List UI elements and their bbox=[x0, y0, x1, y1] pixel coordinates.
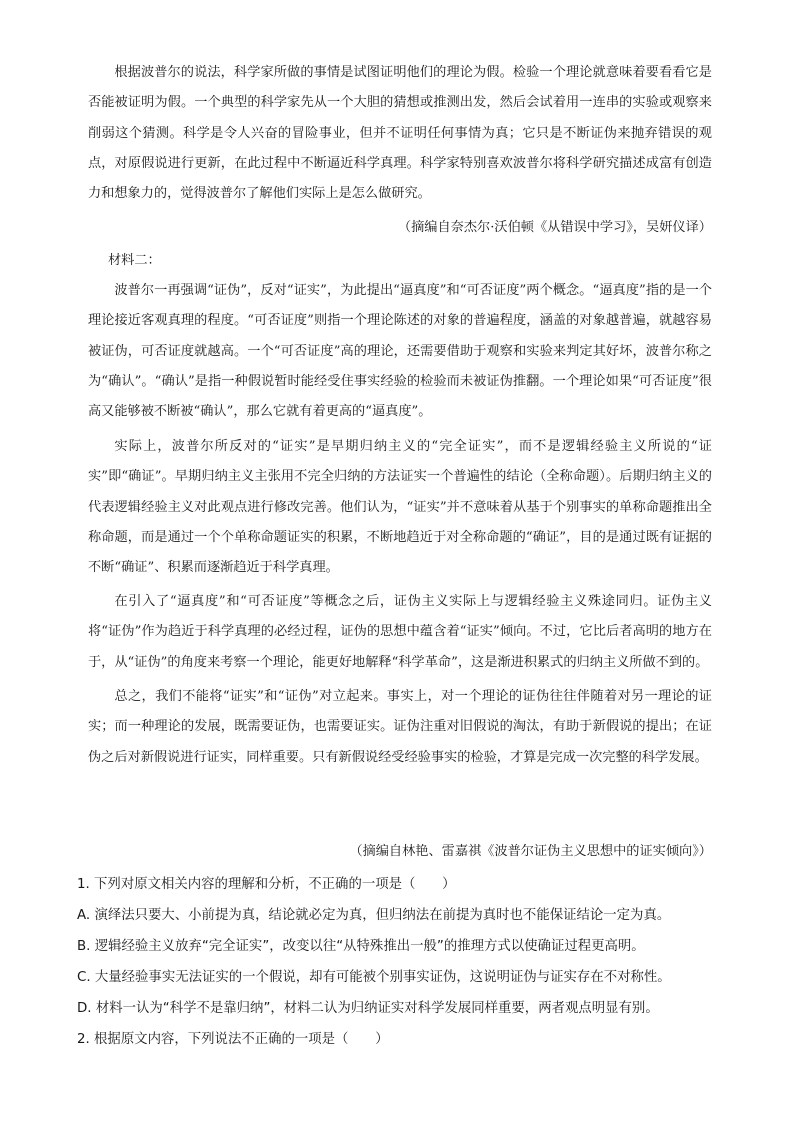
question-1-option-c: C. 大量经验事实无法证实的一个假说，却有可能被个别事实证伪，这说明证伪与证实存在不对称性。 bbox=[77, 970, 671, 985]
material1-source: （摘编自奈杰尔·沃伯顿《从错误中学习》，吴妍仪译） bbox=[397, 220, 712, 235]
material1-paragraph: 根据波普尔的说法，科学家所做的事情是试图证明他们的理论为假。检验一个理论就意味着要看看它是否能被证明为假。一个典型的科学家先从一个大胆的猜想或推测出发，然后会试着用一连串的实验或观察来削弱这个猜测。科学是令人兴奋的冒险事业，但并不证明任何事情为真；它只是不断证伪来抛弃错误的观点，对原假说进行更新，在此过程中不断逼近科学真理。科学家特别喜欢波普尔将科学研究描述成富有创造力和想象力的，觉得波普尔了解他们实际上是怎么做研究。 bbox=[88, 65, 712, 202]
question-1-stem: 1. 下列对原文相关内容的理解和分析，不正确的一项是（ ） bbox=[77, 877, 456, 892]
material2-source: （摘编自林艳、雷嘉祺《波普尔证伪主义思想中的证实倾向》） bbox=[349, 844, 712, 859]
material2-paragraph-2: 实际上，波普尔所反对的“证实”是早期归纳主义的“完全证实”，而不是逻辑经验主义所说的“证实”即“确证”。早期归纳主义主张用不完全归纳的方法证实一个普遍性的结论（全称命题）。后期归纳主义的代表逻辑经验主义对此观点进行修改完善。他们认为，“证实”并不意味着从基于个别事实的单称命题推出全称命题，而是通过一个个单称命题证实的积累，不断地趋近于对全称命题的“确证”，目的是通过既有证据的不断“确证”、积累而逐渐趋近于科学真理。 bbox=[88, 439, 712, 576]
question-1-option-a: A. 演绎法只要大、小前提为真，结论就必定为真，但归纳法在前提为真时也不能保证结论一定为真。 bbox=[77, 908, 671, 923]
material2-paragraph-4: 总之，我们不能将“证实”和“证伪”对立起来。事实上，对一个理论的证伪往往伴随着对另一理论的证实；而一种理论的发展，既需要证伪，也需要证实。证伪注重对旧假说的淘汰，有助于新假说的提出；在证伪之后对新假说进行证实，同样重要。只有新假说经受经验事实的检验，才算是完成一次完整的科学发展。 bbox=[88, 689, 712, 765]
material2-paragraph-1: 波普尔一再强调“证伪”，反对“证实”，为此提出“逼真度”和“可否证度”两个概念。“逼真度”指的是一个理论接近客观真理的程度。“可否证度”则指一个理论陈述的对象的普遍程度，涵盖的对象越普遍，就越容易被证伪，可否证度就越高。一个“可否证度”高的理论，还需要借助于观察和实验来判定其好坏，波普尔称之为“确认”。“确认”是指一种假说暂时能经受住事实经验的检验而未被证伪推翻。一个理论如果“可否证度”很高又能够被不断被“确认”，那么它就有着更高的“逼真度”。 bbox=[88, 283, 712, 420]
material2-label: 材料二： bbox=[108, 253, 161, 268]
material2-paragraph-3: 在引入了“逼真度”和“可否证度”等概念之后，证伪主义实际上与逻辑经验主义殊途同归。证伪主义将“证伪”作为趋近于科学真理的必经过程，证伪的思想中蕴含着“证实”倾向。不过，它比后者高明的地方在于，从“证伪”的角度来考察一个理论，能更好地解释“科学革命”，这是渐进积累式的归纳主义所做不到的。 bbox=[88, 594, 712, 670]
question-1-option-b: B. 逻辑经验主义放弃“完全证实”，改变以往“从特殊推出一般”的推理方式以使确证过程更高明。 bbox=[77, 939, 645, 954]
question-1-option-d: D. 材料一认为“科学不是靠归纳”，材料二认为归纳证实对科学发展同样重要，两者观点明显有别。 bbox=[77, 1001, 659, 1016]
question-2-stem: 2. 根据原文内容，下列说法不正确的一项是（ ） bbox=[77, 1032, 389, 1047]
